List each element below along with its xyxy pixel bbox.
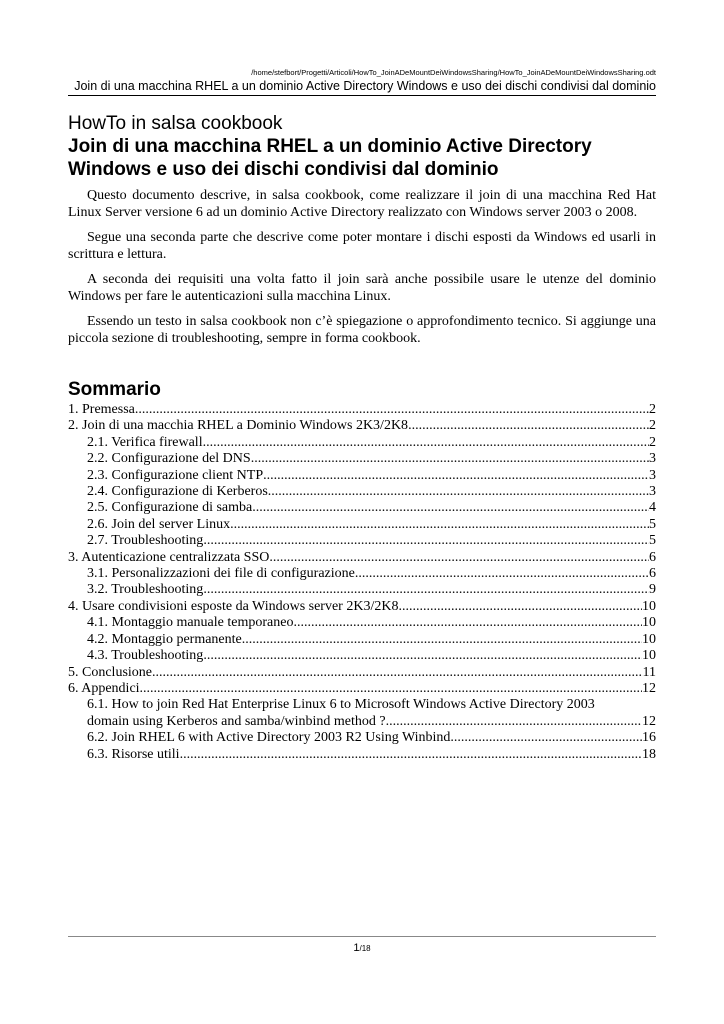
toc-entry[interactable] bbox=[68, 402, 656, 418]
toc-entry-label: 1. Premessa bbox=[68, 402, 135, 417]
toc-entry[interactable] bbox=[68, 566, 656, 582]
toc-leader-dots bbox=[140, 681, 642, 697]
toc-entry-label: 2.1. Verifica firewall bbox=[87, 434, 203, 450]
toc-entry[interactable] bbox=[68, 730, 656, 746]
header-file-path: /home/stefbort/Progetti/Articoli/HowTo_JoinADeMountDeiWindowsSharing/HowTo_JoinADeMountDeiWindowsSharing.odt bbox=[251, 68, 656, 77]
toc-entry-page: 2 bbox=[649, 434, 656, 450]
toc-entry-page: 18 bbox=[642, 746, 656, 762]
toc-leader-dots bbox=[252, 500, 649, 516]
toc-leader-dots bbox=[203, 435, 649, 451]
toc-leader-dots bbox=[203, 533, 649, 549]
toc-entry[interactable] bbox=[68, 632, 656, 648]
toc-leader-dots bbox=[450, 730, 642, 746]
toc-heading: Sommario bbox=[68, 379, 161, 400]
toc-entry[interactable] bbox=[68, 500, 656, 516]
toc-entry-page: 16 bbox=[642, 730, 656, 746]
toc-entry-page: 12 bbox=[642, 680, 656, 696]
toc-leader-dots bbox=[263, 468, 649, 484]
toc-entry[interactable] bbox=[68, 615, 656, 631]
toc-leader-dots bbox=[242, 632, 642, 648]
toc-entry-page: 5 bbox=[649, 516, 656, 532]
toc-entry[interactable] bbox=[68, 697, 656, 730]
page-number-total: /18 bbox=[359, 944, 371, 953]
toc-entry-label: 3.1. Personalizzazioni dei file di configurazione bbox=[87, 566, 355, 582]
toc-entry[interactable] bbox=[68, 418, 656, 434]
toc-entry[interactable] bbox=[68, 665, 656, 681]
intro-paragraph: A seconda dei requisiti una volta fatto il join sarà anche possibile usare le utenze del dominio Windows per fare le autenticazioni sulla macchina Linux. bbox=[68, 272, 656, 304]
toc-leader-dots bbox=[152, 665, 643, 681]
toc-entry[interactable] bbox=[68, 517, 656, 533]
intro-paragraph: Essendo un testo in salsa cookbook non c’è spiegazione o approfondimento tecnico. Si aggiunge una piccola sezione di troubleshooting, sempre in forma cookbook. bbox=[68, 314, 656, 346]
toc-entry-label: 2.3. Configurazione client NTP bbox=[87, 467, 264, 483]
document-title-line2: Windows e uso dei dischi condivisi dal dominio bbox=[68, 159, 499, 180]
toc-entry-page: 2 bbox=[649, 402, 656, 417]
header-divider bbox=[68, 95, 656, 96]
footer-divider bbox=[68, 936, 656, 937]
toc-entry-label: domain using Kerberos and samba/winbind method ? bbox=[87, 713, 386, 729]
table-of-contents bbox=[68, 402, 656, 763]
toc-leader-dots bbox=[269, 550, 649, 566]
toc-entry-page: 10 bbox=[642, 598, 656, 614]
page-number-current: 1 bbox=[353, 942, 360, 954]
toc-leader-dots bbox=[135, 402, 649, 418]
toc-entry-label: 2.6. Join del server Linux bbox=[87, 516, 231, 532]
page-number bbox=[0, 942, 724, 954]
toc-entry-label: 3. Autenticazione centralizzata SSO bbox=[68, 549, 270, 565]
toc-entry-label: 6.3. Risorse utili bbox=[87, 746, 180, 762]
toc-entry-page: 10 bbox=[642, 631, 656, 647]
toc-entry-label: 5. Conclusione bbox=[68, 664, 152, 680]
toc-entry-page: 3 bbox=[649, 467, 656, 483]
toc-entry-label: 4. Usare condivisioni esposte da Windows server 2K3/2K8 bbox=[68, 598, 399, 614]
toc-leader-dots bbox=[408, 418, 649, 434]
intro-paragraph: Questo documento descrive, in salsa cookbook, come realizzare il join di una macchina Red Hat Linux Server versione 6 ad un dominio Active Directory realizzato con Windows server 2003 o 2008. bbox=[68, 188, 656, 220]
toc-leader-dots bbox=[293, 615, 642, 631]
intro-paragraph: Segue una seconda parte che descrive come poter montare i dischi esposti da Windows ed usarli in scrittura e lettura. bbox=[68, 230, 656, 262]
toc-entry[interactable] bbox=[68, 747, 656, 763]
toc-entry-page: 10 bbox=[642, 615, 656, 631]
toc-entry-label: 6. Appendici bbox=[68, 680, 140, 696]
toc-leader-dots bbox=[398, 599, 642, 615]
toc-leader-dots bbox=[355, 566, 649, 582]
toc-entry-page: 3 bbox=[649, 484, 656, 500]
toc-entry[interactable] bbox=[68, 681, 656, 697]
toc-entry-label: 6.1. How to join Red Hat Enterprise Linux 6 to Microsoft Windows Active Directory 2003 bbox=[87, 697, 595, 713]
toc-entry-page: 3 bbox=[649, 451, 656, 467]
document-title-line1: Join di una macchina RHEL a un dominio Active Directory bbox=[68, 136, 592, 157]
toc-leader-dots bbox=[268, 484, 649, 500]
toc-leader-dots bbox=[180, 747, 642, 763]
toc-entry-continuation bbox=[87, 714, 656, 730]
toc-entry-page: 10 bbox=[642, 648, 656, 664]
toc-entry-label: 4.2. Montaggio permanente bbox=[87, 631, 242, 647]
toc-leader-dots bbox=[386, 714, 642, 730]
toc-entry-label: 4.1. Montaggio manuale temporaneo bbox=[87, 615, 294, 631]
toc-entry[interactable] bbox=[68, 550, 656, 566]
toc-entry-label: 4.3. Troubleshooting bbox=[87, 648, 204, 664]
document-subtitle: HowTo in salsa cookbook bbox=[68, 113, 283, 134]
toc-entry-page: 12 bbox=[642, 713, 656, 729]
toc-entry[interactable] bbox=[68, 451, 656, 467]
document-title bbox=[68, 135, 656, 181]
toc-entry-page: 9 bbox=[649, 582, 656, 598]
page-body bbox=[68, 113, 656, 763]
toc-entry-label: 2.2. Configurazione del DNS bbox=[87, 451, 251, 467]
header-document-title: Join di una macchina RHEL a un dominio Active Directory Windows e uso dei dischi condivisi dal dominio bbox=[74, 79, 656, 93]
toc-leader-dots bbox=[203, 648, 642, 664]
toc-entry-label: 3.2. Troubleshooting bbox=[87, 582, 204, 598]
toc-entry[interactable] bbox=[68, 599, 656, 615]
toc-entry-page: 6 bbox=[649, 566, 656, 582]
toc-entry-label: 2.4. Configurazione di Kerberos bbox=[87, 484, 268, 500]
toc-entry[interactable] bbox=[68, 648, 656, 664]
toc-entry[interactable] bbox=[68, 582, 656, 598]
toc-entry-label: 2. Join di una macchia RHEL a Dominio Windows 2K3/2K8 bbox=[68, 418, 409, 434]
toc-leader-dots bbox=[230, 517, 649, 533]
toc-entry-page: 4 bbox=[649, 500, 656, 516]
toc-entry-page: 11 bbox=[642, 664, 656, 680]
toc-entry-page: 5 bbox=[649, 533, 656, 549]
toc-entry-page: 6 bbox=[649, 549, 656, 565]
toc-entry-label: 2.7. Troubleshooting bbox=[87, 533, 204, 549]
toc-entry[interactable] bbox=[68, 435, 656, 451]
toc-entry-label: 6.2. Join RHEL 6 with Active Directory 2003 R2 Using Winbind bbox=[87, 730, 451, 746]
toc-leader-dots bbox=[251, 451, 649, 467]
toc-entry-label: 2.5. Configurazione di samba bbox=[87, 500, 253, 516]
toc-entry[interactable] bbox=[68, 484, 656, 500]
toc-entry[interactable] bbox=[68, 533, 656, 549]
toc-entry[interactable] bbox=[68, 468, 656, 484]
toc-leader-dots bbox=[203, 582, 649, 598]
toc-entry-page: 2 bbox=[649, 418, 656, 434]
